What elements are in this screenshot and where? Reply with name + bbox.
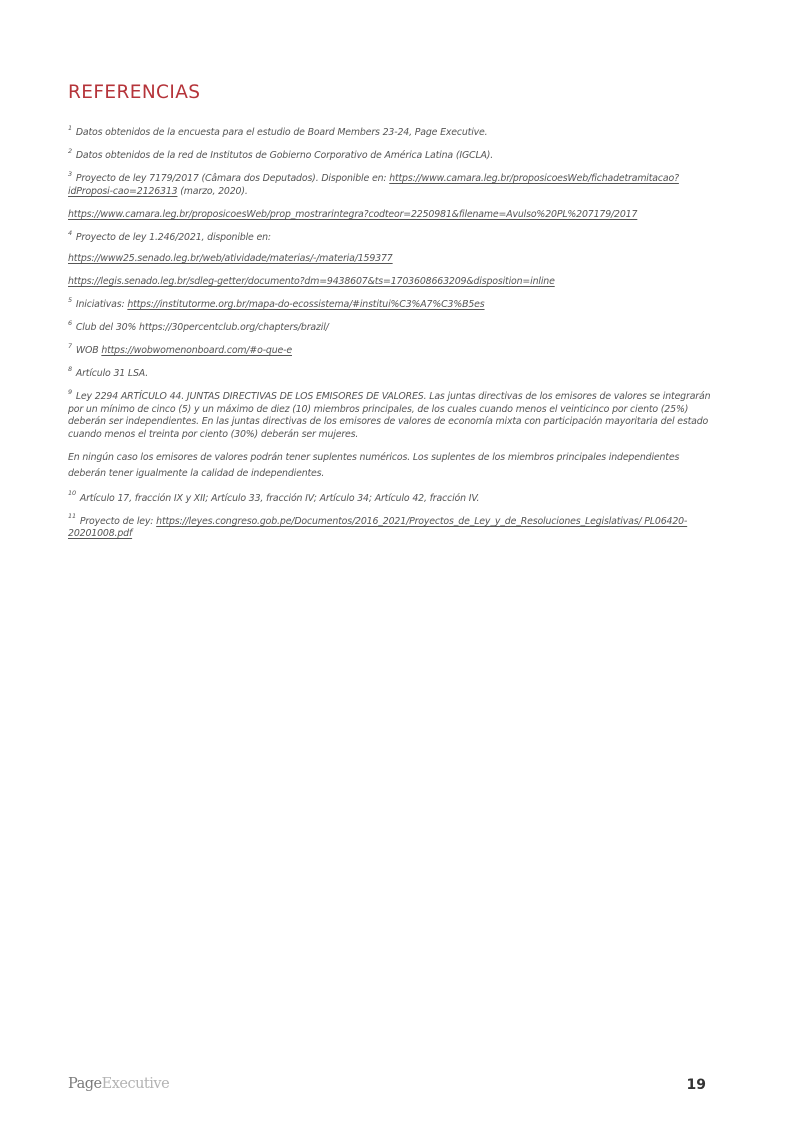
- reference-link[interactable]: https://legis.senado.leg.br/sdleg-getter/documento?dm=9438607&ts=1703608663209&disposition=inline: [68, 275, 555, 287]
- reference-11: [68, 512, 713, 541]
- page-executive-logo: [68, 1076, 169, 1092]
- reference-number: 3: [68, 170, 72, 179]
- reference-4-link-2: [68, 276, 713, 289]
- reference-number: 10: [68, 489, 76, 498]
- reference-10: [68, 489, 713, 506]
- reference-number: 4: [68, 228, 72, 237]
- reference-number: 1: [68, 123, 72, 132]
- reference-link[interactable]: https://www25.senado.leg.br/web/atividade/materias/-/materia/159377: [68, 252, 393, 264]
- references-list: [68, 123, 713, 551]
- reference-number: 8: [68, 364, 72, 373]
- reference-4: [68, 228, 713, 245]
- reference-text: Artículo 31 LSA.: [75, 368, 149, 380]
- reference-5: [68, 295, 713, 312]
- reference-4-link-1: [68, 253, 713, 266]
- logo-executive-text: Executive: [101, 1076, 170, 1092]
- reference-3-link-2: [68, 209, 713, 222]
- reference-text: Proyecto de ley 7179/2017 (Câmara dos Deputados). Disponible en:: [75, 173, 387, 185]
- logo-page-text: Page: [68, 1076, 102, 1092]
- reference-text: Datos obtenidos de la encuesta para el estudio de Board Members 23-24, Page Executive.: [75, 127, 488, 138]
- reference-suffix: (marzo, 2020).: [180, 185, 248, 197]
- reference-number: 7: [68, 341, 72, 350]
- reference-number: 9: [68, 388, 72, 396]
- reference-link[interactable]: https://leyes.congreso.gob.pe/Documentos/2016_2021/Proyectos_de_Ley_y_de_Resoluciones_Legislativas/ PL06420-20201008.pdf: [68, 515, 688, 540]
- reference-text: Club del 30% https://30percentclub.org/chapters/brazil/: [75, 321, 329, 333]
- reference-8: [68, 364, 713, 381]
- reference-text: Ley 2294 ARTÍCULO 44. JUNTAS DIRECTIVAS DE LOS EMISORES DE VALORES. Las juntas directivas de los emisores de valores se integrarán por un mínimo de cinco (5) y un máximo de diez (10) miembros principales, de los cuales cuando menos el veinticinco por ciento (25%) deberán ser independientes. En las juntas directivas de los emisores de valores de economía mixta con participación mayoritaria del estado cuando menos el treinta por ciento (30%) deberán ser mujeres.: [68, 391, 711, 440]
- reference-text: Datos obtenidos de la red de Institutos de Gobierno Corporativo de América Latina (IGCLA).: [75, 150, 494, 162]
- reference-3: [68, 170, 713, 198]
- reference-number: 2: [68, 146, 72, 155]
- reference-link[interactable]: https://www.camara.leg.br/proposicoesWeb/prop_mostrarintegra?codteor=2250981&filename=Avulso%20PL%207179/2017: [68, 208, 638, 220]
- reference-number: 11: [68, 512, 76, 521]
- reference-text: Artículo 17, fracción IX y XII; Artículo 33, fracción IV; Artículo 34; Artículo 42, fracción IV.: [79, 492, 480, 504]
- page-title: REFERENCIAS: [68, 82, 201, 103]
- reference-text: En ningún caso los emisores de valores podrán tener suplentes numéricos. Los suplentes de los miembros principales independientes deberán tener igualmente la calidad de independientes.: [68, 452, 680, 479]
- reference-text: Proyecto de ley:: [79, 515, 154, 527]
- reference-1: [68, 123, 713, 140]
- reference-text: Iniciativas:: [75, 298, 125, 310]
- reference-6: [68, 318, 713, 335]
- reference-text: WOB: [75, 344, 99, 356]
- reference-9-paragraph-2: [68, 450, 713, 482]
- reference-text: Proyecto de ley 1.246/2021, disponible en:: [75, 231, 271, 243]
- reference-link[interactable]: https://www.camara.leg.br/proposicoesWeb/fichadetramitacao?idProposi-cao=2126313: [68, 173, 679, 197]
- reference-link[interactable]: https://institutorme.org.br/mapa-do-ecossistema/#institui%C3%A7%C3%B5es: [127, 298, 485, 310]
- reference-number: 5: [68, 295, 72, 304]
- reference-9: [68, 388, 713, 441]
- reference-7: [68, 341, 713, 358]
- page-number: 19: [686, 1077, 706, 1093]
- reference-2: [68, 146, 713, 163]
- reference-number: 6: [68, 318, 72, 327]
- reference-link[interactable]: https://wobwomenonboard.com/#o-que-e: [101, 344, 292, 356]
